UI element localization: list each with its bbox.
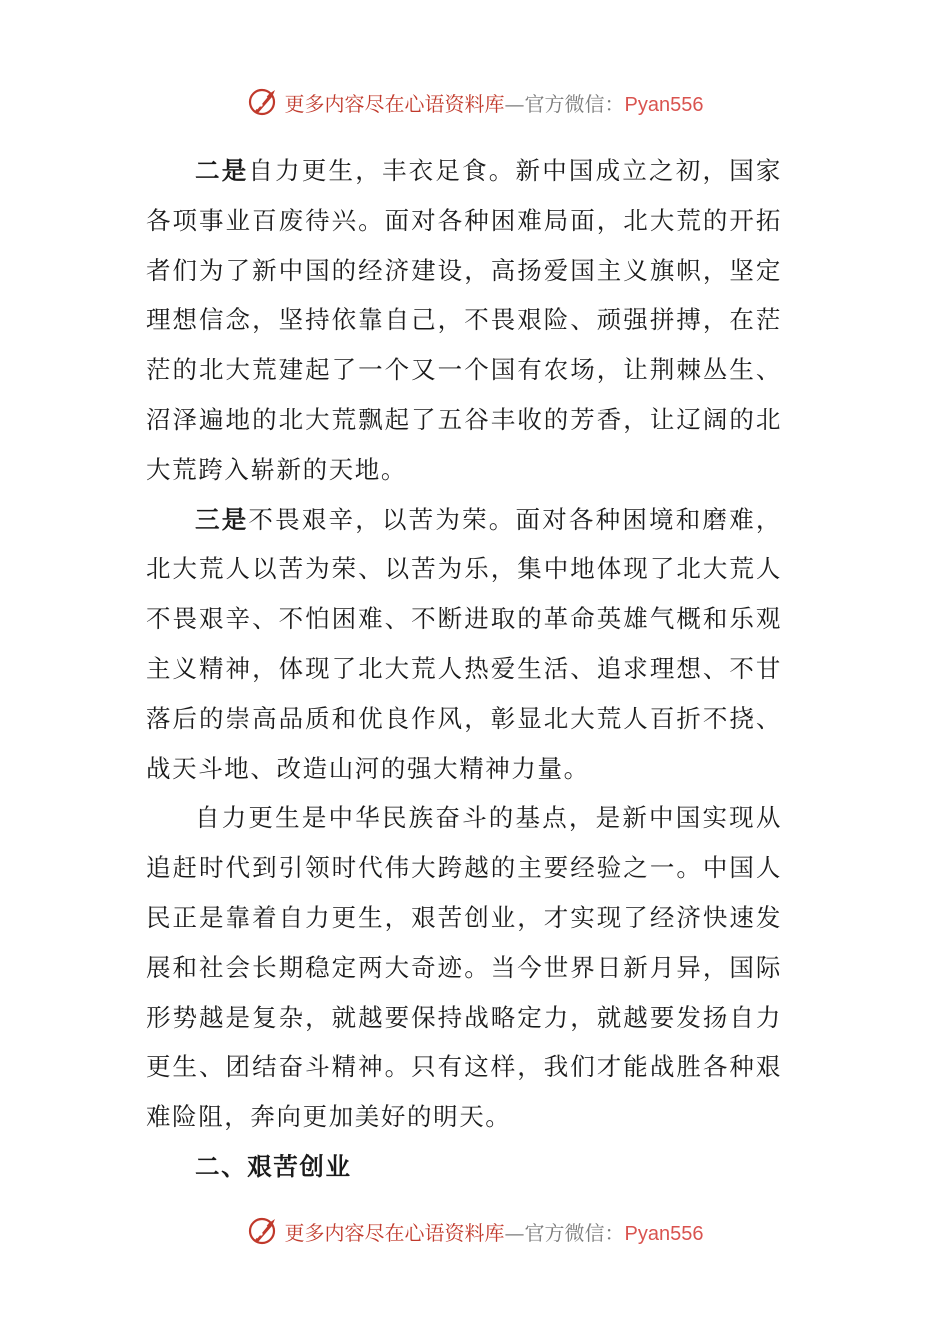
paragraph-text: 自力更生，丰衣足食。新中国成立之初，国家各项事业百废待兴。面对各种困难局面，北大荒的开拓者们为了新中国的经济建设，高扬爱国主义旗帜，坚定理想信念，坚持依靠自己，不畏艰险、顽强拼搏，在茫茫的北大荒建起了一个又一个国有农场，让荆棘丛生、沼泽遍地的北大荒飘起了五谷丰收的芳香，让辽阔的北大荒跨入崭新的天地。 xyxy=(146,156,782,484)
paragraph-hardship xyxy=(146,495,782,794)
watermark-dash: — xyxy=(504,91,525,116)
watermark-wechat-id: Pyan556 xyxy=(624,1222,704,1245)
paragraph-self-reliance xyxy=(146,146,782,495)
header-watermark-banner xyxy=(0,82,950,122)
watermark-main-text: 更多内容尽在心语资料库 xyxy=(284,91,505,116)
watermark-main-text: 更多内容尽在心语资料库 xyxy=(284,1220,505,1245)
watermark-dash: — xyxy=(504,1220,525,1245)
pen-nib-circle-icon xyxy=(247,85,281,119)
watermark-text xyxy=(285,1217,704,1246)
section-heading: 二、艰苦创业 xyxy=(195,1151,352,1181)
document-body xyxy=(146,146,782,1192)
watermark-wechat-id: Pyan556 xyxy=(624,93,704,116)
pen-nib-circle-icon xyxy=(247,1214,281,1248)
watermark-official-label: 官方微信： xyxy=(524,91,625,116)
paragraph-lead: 三是 xyxy=(195,504,249,534)
paragraph-summary xyxy=(146,793,782,1142)
paragraph-text: 不畏艰辛，以苦为荣。面对各种困境和磨难，北大荒人以苦为荣、以苦为乐，集中地体现了北大荒人不畏艰辛、不怕困难、不断进取的革命英雄气概和乐观主义精神，体现了北大荒人热爱生活、追求理想、不甘落后的崇高品质和优良作风，彰显北大荒人百折不挠、战天斗地、改造山河的强大精神力量。 xyxy=(146,504,782,783)
watermark-text xyxy=(285,88,704,117)
paragraph-text: 自力更生是中华民族奋斗的基点，是新中国实现从追赶时代到引领时代伟大跨越的主要经验之一。中国人民正是靠着自力更生，艰苦创业，才实现了经济快速发展和社会长期稳定两大奇迹。当今世界日新月异，国际形势越是复杂，就越要保持战略定力，就越要发扬自力更生、团结奋斗精神。只有这样，我们才能战胜各种艰难险阻，奔向更加美好的明天。 xyxy=(146,803,782,1132)
footer-watermark-banner xyxy=(0,1211,950,1251)
watermark-official-label: 官方微信： xyxy=(524,1220,625,1245)
paragraph-lead: 二是 xyxy=(195,156,249,185)
